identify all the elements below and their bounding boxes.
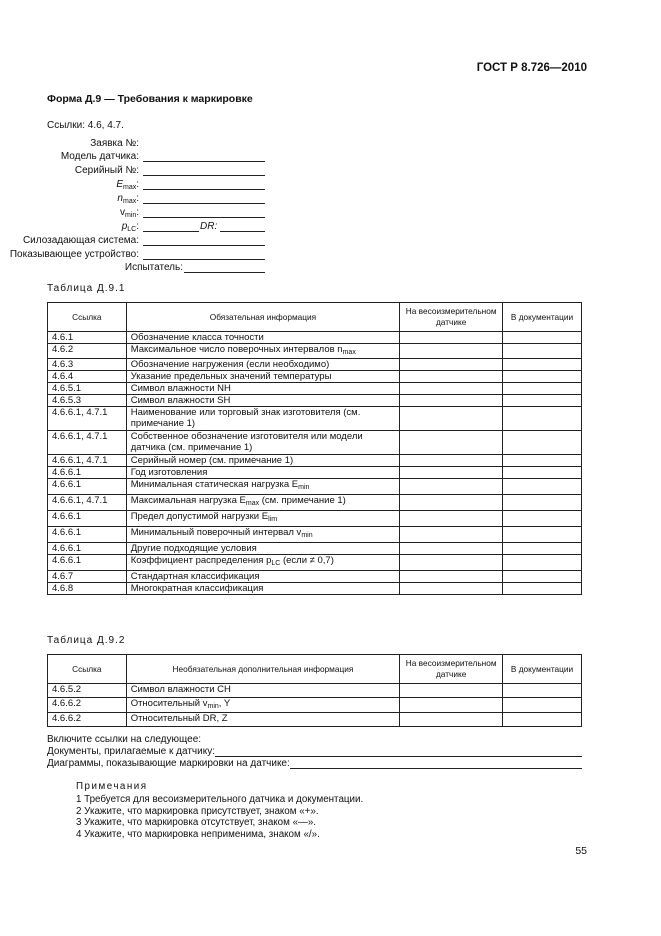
info-cell: Собственное обозначение изготовителя или модели датчика (см. примечание 1) [126,431,400,455]
on-sensor-cell[interactable] [400,455,503,467]
table-optional-info [47,654,582,727]
table-row [48,407,582,431]
ref-cell: 4.6.6.1 [48,555,127,571]
info-cell: Минимальный поверочный интервал $v_{min}$ [126,527,400,543]
table2-caption: Таблица Д.9.2 [47,635,126,646]
in-docs-cell[interactable] [503,684,582,698]
notes-caption: Примечания [76,781,148,792]
table2-body [48,684,582,727]
ref-cell: 4.6.2 [48,344,127,359]
table-row [48,431,582,455]
table-row [48,571,582,583]
table-row [48,383,582,395]
on-sensor-cell[interactable] [400,332,503,344]
form-field-emax [0,178,661,191]
field-label: Заявка №: [90,138,139,149]
table-row [48,495,582,511]
on-sensor-cell[interactable] [400,684,503,698]
in-docs-cell[interactable] [503,371,582,383]
table-row [48,371,582,383]
ref-cell: 4.6.6.1 [48,511,127,527]
info-cell: Относительный $v_{min}$, Y [126,698,400,713]
form-field-vmin [0,206,661,219]
form-title: Форма Д.9 — Требования к маркировке [47,93,253,105]
on-sensor-cell[interactable] [400,344,503,359]
diagrams-blank-line[interactable] [290,758,582,769]
on-sensor-cell[interactable] [400,467,503,479]
table-row [48,543,582,555]
model-blank-line[interactable] [143,150,265,162]
field-label: $n_{max}$: [117,193,139,205]
in-docs-cell[interactable] [503,713,582,727]
col-header-ref: Ссылка [48,303,127,332]
ref-cell: 4.6.6.1, 4.7.1 [48,407,127,431]
table-row [48,332,582,344]
form-field-application [0,137,661,150]
standard-header: ГОСТ Р 8.726—2010 [476,62,587,74]
references-text: Ссылки: 4.6, 4.7. [47,120,124,131]
form-field-plc [0,220,661,233]
serial-blank-line[interactable] [143,164,265,176]
info-cell: Предел допустимой нагрузки $E_{lim}$ [126,511,400,527]
field-label: $v_{min}$: [119,207,139,219]
documents-blank-line[interactable] [215,746,582,757]
table-row [48,395,582,407]
form-field-tester [0,261,661,274]
ref-cell: 4.6.5.1 [48,383,127,395]
emax-blank-line[interactable] [143,178,265,190]
form-field-nmax [0,192,661,205]
ref-cell: 4.6.6.1, 4.7.1 [48,495,127,511]
table-row [48,713,582,727]
on-sensor-cell[interactable] [400,583,503,595]
table-row [48,527,582,543]
field-label: $p_{LC}$: [121,221,139,233]
on-sensor-cell[interactable] [400,395,503,407]
include-refs-text: Включите ссылки на следующее: [47,734,202,745]
on-sensor-cell[interactable] [400,495,503,511]
table-mandatory-info [47,302,582,595]
ref-cell: 4.6.7 [48,571,127,583]
col-header-ref: Ссылка [48,655,127,684]
ref-cell: 4.6.6.2 [48,698,127,713]
in-docs-cell[interactable] [503,479,582,495]
documents-line [47,746,582,758]
on-sensor-cell[interactable] [400,571,503,583]
in-docs-cell[interactable] [503,511,582,527]
on-sensor-cell[interactable] [400,713,503,727]
form-field-serial [0,164,661,177]
col-header-on-sensor: На весоизмерительном датчике [400,655,503,684]
tester-blank-line[interactable] [184,261,265,273]
in-docs-cell[interactable] [503,395,582,407]
ref-cell: 4.6.6.1 [48,527,127,543]
info-cell: Символ влажности SH [126,395,400,407]
col-header-on-sensor: На весоизмерительном датчике [400,303,503,332]
in-docs-cell[interactable] [503,455,582,467]
info-cell: Относительный DR, Z [126,713,400,727]
table-row [48,344,582,359]
table-row [48,479,582,495]
in-docs-cell[interactable] [503,527,582,543]
table-row [48,698,582,713]
table-row [48,555,582,571]
field-label: $E_{max}$: [116,179,139,191]
info-cell: Символ влажности NH [126,383,400,395]
in-docs-cell[interactable] [503,431,582,455]
col-header-info: Обязательная информация [126,303,400,332]
in-docs-cell[interactable] [503,555,582,571]
info-cell: Стандартная классификация [126,571,400,583]
table-row [48,583,582,595]
in-docs-cell[interactable] [503,467,582,479]
table1-body [48,332,582,595]
vmin-blank-line[interactable] [143,206,265,218]
on-sensor-cell[interactable] [400,371,503,383]
ref-cell: 4.6.5.2 [48,684,127,698]
ref-cell: 4.6.4 [48,371,127,383]
field-label: Серийный №: [74,165,139,176]
ref-cell: 4.6.8 [48,583,127,595]
info-cell: Серийный номер (см. примечание 1) [126,455,400,467]
in-docs-cell[interactable] [503,383,582,395]
table-row [48,359,582,371]
on-sensor-cell[interactable] [400,407,503,431]
info-cell: Наименование или торговый знак изготовителя (см. примечание 1) [126,407,400,431]
ref-cell: 4.6.6.1 [48,467,127,479]
ref-cell: 4.6.6.1 [48,543,127,555]
diagrams-label: Диаграммы, показывающие маркировки на датчике: [47,758,290,769]
on-sensor-cell[interactable] [400,555,503,571]
col-header-in-docs: В документации [503,655,582,684]
on-sensor-cell[interactable] [400,359,503,371]
on-sensor-cell[interactable] [400,479,503,495]
plc-blank-line[interactable] [143,220,199,232]
nmax-blank-line[interactable] [143,192,265,204]
in-docs-cell[interactable] [503,571,582,583]
field-label: Показывающее устройство: [9,249,139,260]
on-sensor-cell[interactable] [400,431,503,455]
note-item: 2 Укажите, что маркировка присутствует, знаком «+». [76,805,319,817]
in-docs-cell[interactable] [503,495,582,511]
notes-block [76,781,363,841]
table-row [48,455,582,467]
ref-cell: 4.6.5.3 [48,395,127,407]
info-cell: Другие подходящие условия [126,543,400,555]
diagrams-line [47,758,582,770]
documents-label: Документы, прилагаемые к датчику: [47,746,215,757]
ref-cell: 4.6.6.1 [48,479,127,495]
field-label: Испытатель: [124,262,183,273]
page-number: 55 [575,845,587,857]
info-cell: Максимальная нагрузка $E_{max}$ (см. примечание 1) [126,495,400,511]
on-sensor-cell[interactable] [400,383,503,395]
in-docs-cell[interactable] [503,359,582,371]
ref-cell: 4.6.6.1, 4.7.1 [48,431,127,455]
info-cell: Минимальная статическая нагрузка $E_{min}$ [126,479,400,495]
on-sensor-cell[interactable] [400,511,503,527]
form-field-model [0,150,661,163]
info-cell: Указание предельных значений температуры [126,371,400,383]
info-cell: Обозначение нагружения (если необходимо) [126,359,400,371]
in-docs-cell[interactable] [503,407,582,431]
ref-cell: 4.6.3 [48,359,127,371]
note-item: 3 Укажите, что маркировка отсутствует, знаком «—». [76,817,316,829]
form-field-load-system [0,234,661,247]
table-row [48,684,582,698]
in-docs-cell[interactable] [503,543,582,555]
ref-cell: 4.6.6.1, 4.7.1 [48,455,127,467]
dr-blank-line[interactable] [220,220,265,232]
info-cell: Обозначение класса точности [126,332,400,344]
table1-caption: Таблица Д.9.1 [47,283,126,294]
field-label: Силозадающая система: [22,235,139,246]
ref-cell: 4.6.6.2 [48,713,127,727]
on-sensor-cell[interactable] [400,698,503,713]
col-header-info: Необязательная дополнительная информация [126,655,400,684]
load-system-blank-line[interactable] [143,234,265,246]
in-docs-cell[interactable] [503,698,582,713]
table-row [48,467,582,479]
info-cell: Многократная классификация [126,583,400,595]
field-label: Модель датчика: [60,151,139,162]
col-header-in-docs: В документации [503,303,582,332]
ref-cell: 4.6.1 [48,332,127,344]
info-cell: Год изготовления [126,467,400,479]
in-docs-cell[interactable] [503,583,582,595]
info-cell: Символ влажности CH [126,684,400,698]
on-sensor-cell[interactable] [400,543,503,555]
table-row [48,511,582,527]
in-docs-cell[interactable] [503,332,582,344]
info-cell: Коэффициент распределения $p_{LC}$ (если ≠ 0,7) [126,555,400,571]
form-field-indicator [0,248,661,261]
info-cell: Максимальное число поверочных интервалов $n_{max}$ [126,344,400,359]
note-item: 1 Требуется для весоизмерительного датчика и документации. [76,793,364,805]
note-item: 4 Укажите, что маркировка неприменима, знаком «/». [76,829,320,841]
in-docs-cell[interactable] [503,344,582,359]
indicator-blank-line[interactable] [143,248,265,260]
dr-label: DR: [200,221,218,232]
on-sensor-cell[interactable] [400,527,503,543]
